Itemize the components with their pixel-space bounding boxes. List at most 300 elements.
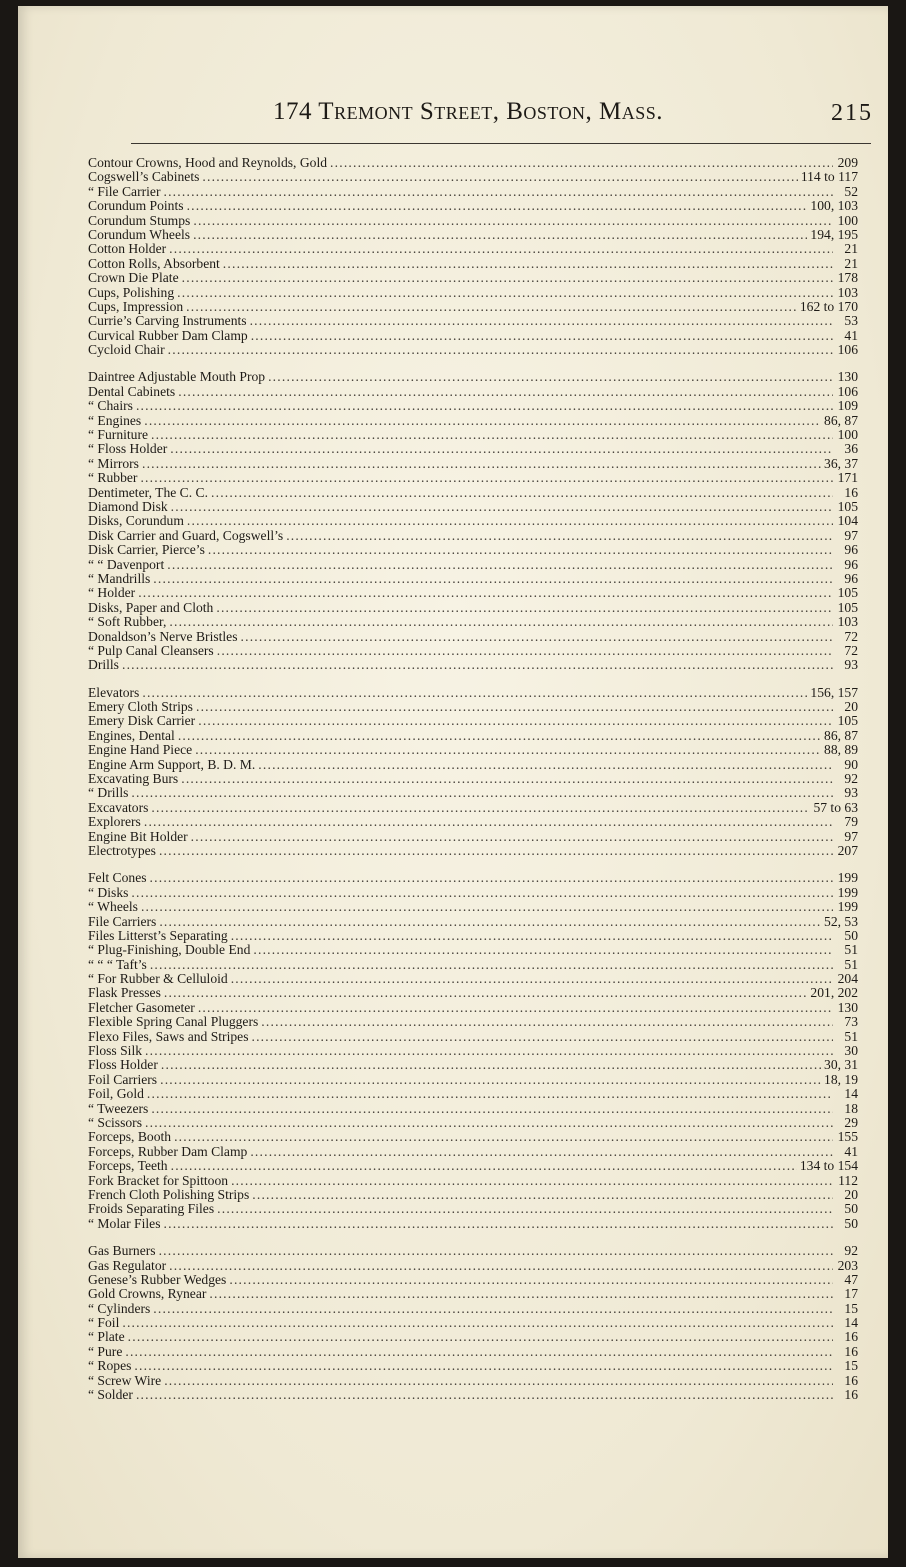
entry-page-ref: 199: [837, 899, 858, 915]
dot-leader: [169, 1259, 833, 1273]
entry-page-ref: 50: [844, 1215, 858, 1231]
index-entry: [88, 329, 858, 343]
entry-label: Foil Carriers: [88, 1071, 158, 1087]
entry-page-ref: 41: [844, 1143, 858, 1159]
index-entry: [88, 543, 858, 557]
entry-label: Engine Bit Holder: [88, 828, 188, 844]
index-entry: [88, 170, 858, 184]
index-entry: [88, 630, 858, 644]
entry-label: Curvical Rubber Dam Clamp: [88, 327, 248, 343]
dot-leader: [186, 300, 797, 314]
entry-page-ref: 155: [837, 1129, 858, 1145]
index-entry: [88, 886, 858, 900]
index-entry: [88, 714, 858, 728]
entry-label: Cups, Impression: [88, 298, 184, 314]
entry-page-ref: 105: [837, 498, 858, 514]
dot-leader: [151, 1102, 833, 1116]
index-entry: [88, 1087, 858, 1101]
index-section: [88, 1244, 858, 1402]
entry-page-ref: 97: [844, 828, 858, 844]
entry-label: Emery Cloth Strips: [88, 699, 193, 715]
dot-leader: [217, 644, 833, 658]
dot-leader: [181, 772, 833, 786]
index-entry: [88, 929, 858, 943]
index-entry: [88, 1116, 858, 1130]
dot-leader: [150, 871, 833, 885]
dot-leader: [177, 286, 833, 300]
entry-page-ref: 204: [837, 971, 858, 987]
index-entry: [88, 1202, 858, 1216]
index-entry: [88, 844, 858, 858]
dot-leader: [136, 1388, 833, 1402]
entry-label: “ “ Davenport: [88, 556, 165, 572]
index-entry: [88, 586, 858, 600]
entry-page-ref: 100: [837, 427, 858, 443]
entry-label: Dentimeter, The C. C.: [88, 484, 209, 500]
entry-page-ref: 15: [844, 1358, 858, 1374]
index-entry: [88, 658, 858, 672]
entry-page-ref: 162 to 170: [799, 298, 858, 314]
header-rule: [131, 143, 871, 144]
entry-page-ref: 86, 87: [824, 412, 858, 428]
index-entry: [88, 271, 858, 285]
entry-label: Flexible Spring Canal Pluggers: [88, 1014, 259, 1030]
entry-page-ref: 93: [844, 785, 858, 801]
entry-page-ref: 178: [837, 270, 858, 286]
entry-label: “ Mirrors: [88, 455, 139, 471]
index-section: [88, 686, 858, 859]
index-entry: [88, 1259, 858, 1273]
entry-page-ref: 86, 87: [824, 727, 858, 743]
entry-page-ref: 203: [837, 1257, 858, 1273]
index-section: [88, 370, 858, 672]
entry-label: Diamond Disk: [88, 498, 168, 514]
entry-page-ref: 201, 202: [810, 985, 858, 1001]
entry-page-ref: 16: [844, 1387, 858, 1403]
entry-label: Disks, Paper and Cloth: [88, 599, 214, 615]
entry-page-ref: 105: [837, 599, 858, 615]
dot-leader: [268, 370, 833, 384]
entry-label: File Carriers: [88, 913, 157, 929]
entry-label: “ Screw Wire: [88, 1372, 162, 1388]
entry-page-ref: 73: [844, 1014, 858, 1030]
entry-label: Explorers: [88, 814, 141, 830]
dot-leader: [251, 1030, 833, 1044]
entry-label: “ Plug-Finishing, Double End: [88, 942, 251, 958]
index-entry: [88, 314, 858, 328]
entry-label: “ Mandrills: [88, 570, 151, 586]
entry-label: “ Holder: [88, 585, 136, 601]
entry-page-ref: 21: [844, 241, 858, 257]
entry-page-ref: 51: [844, 942, 858, 958]
dot-leader: [136, 399, 833, 413]
index-entry: [88, 830, 858, 844]
entry-label: Cycloid Chair: [88, 342, 165, 358]
dot-leader: [145, 1116, 833, 1130]
index-entry: [88, 915, 858, 929]
entry-label: “ Pulp Canal Cleansers: [88, 642, 214, 658]
entry-page-ref: 104: [837, 513, 858, 529]
entry-page-ref: 207: [837, 842, 858, 858]
index-entry: [88, 1073, 858, 1087]
entry-label: “ Rubber: [88, 470, 138, 486]
index-entry: [88, 1001, 858, 1015]
dot-leader: [153, 572, 833, 586]
index-entry: [88, 1015, 858, 1029]
entry-label: Flask Presses: [88, 985, 161, 1001]
index-entry: [88, 601, 858, 615]
dot-leader: [241, 630, 833, 644]
entry-page-ref: 92: [844, 771, 858, 787]
dot-leader: [258, 758, 833, 772]
index-entry: [88, 214, 858, 228]
entry-label: Froids Separating Files: [88, 1201, 215, 1217]
page-number: 215: [831, 100, 873, 126]
dot-leader: [145, 1044, 833, 1058]
index-entry: [88, 758, 858, 772]
index-entry: [88, 801, 858, 815]
entry-label: Drills: [88, 657, 119, 673]
index-entry: [88, 615, 858, 629]
entry-label: “ Plate: [88, 1329, 125, 1345]
entry-label: Excavating Burs: [88, 771, 179, 787]
entry-page-ref: 92: [844, 1243, 858, 1259]
entry-label: “ Molar Files: [88, 1215, 161, 1231]
entry-page-ref: 93: [844, 657, 858, 673]
entry-page-ref: 96: [844, 556, 858, 572]
index-entry: [88, 1244, 858, 1258]
index-entry: [88, 1044, 858, 1058]
entry-page-ref: 171: [837, 470, 858, 486]
index-entry: [88, 1145, 858, 1159]
index-entry: [88, 1102, 858, 1116]
entry-page-ref: 90: [844, 756, 858, 772]
entry-label: Electrotypes: [88, 842, 156, 858]
entry-label: Felt Cones: [88, 870, 147, 886]
dot-leader: [209, 1287, 833, 1301]
index-entry: [88, 686, 858, 700]
entry-page-ref: 130: [837, 369, 858, 385]
index-entry: [88, 156, 858, 170]
dot-leader: [198, 714, 833, 728]
entry-page-ref: 106: [837, 342, 858, 358]
entry-label: Files Litterst’s Separating: [88, 927, 228, 943]
dot-leader: [223, 257, 833, 271]
entry-label: “ “ “ Taft’s: [88, 956, 147, 972]
dot-leader: [151, 428, 833, 442]
dot-leader: [125, 1345, 833, 1359]
entry-page-ref: 72: [844, 642, 858, 658]
dot-leader: [229, 1273, 833, 1287]
dot-leader: [178, 385, 833, 399]
entry-label: “ Tweezers: [88, 1100, 149, 1116]
entry-page-ref: 41: [844, 327, 858, 343]
index-entry: [88, 986, 858, 1000]
index-entry: [88, 900, 858, 914]
entry-label: “ Solder: [88, 1387, 133, 1403]
entry-page-ref: 52: [844, 183, 858, 199]
entry-label: Currie’s Carving Instruments: [88, 313, 247, 329]
entry-label: Crown Die Plate: [88, 270, 179, 286]
index-entry: [88, 500, 858, 514]
entry-page-ref: 18: [844, 1100, 858, 1116]
dot-leader: [142, 686, 807, 700]
dot-leader: [167, 558, 833, 572]
entry-page-ref: 14: [844, 1315, 858, 1331]
entry-page-ref: 105: [837, 585, 858, 601]
entry-label: Disk Carrier, Pierce’s: [88, 542, 205, 558]
dot-leader: [330, 156, 833, 170]
index-list: [88, 156, 858, 1415]
entry-page-ref: 53: [844, 313, 858, 329]
entry-page-ref: 50: [844, 927, 858, 943]
entry-label: “ Disks: [88, 884, 129, 900]
entry-label: Disk Carrier and Guard, Cogswell’s: [88, 527, 284, 543]
dot-leader: [182, 271, 833, 285]
index-entry: [88, 1388, 858, 1402]
dot-leader: [168, 343, 833, 357]
index-entry: [88, 1058, 858, 1072]
entry-label: Contour Crowns, Hood and Reynolds, Gold: [88, 155, 328, 170]
entry-page-ref: 16: [844, 484, 858, 500]
entry-page-ref: 209: [837, 155, 858, 170]
dot-leader: [131, 786, 833, 800]
index-entry: [88, 1345, 858, 1359]
index-entry: [88, 558, 858, 572]
index-entry: [88, 1217, 858, 1231]
entry-page-ref: 29: [844, 1115, 858, 1130]
entry-page-ref: 156, 157: [810, 684, 858, 700]
entry-label: Floss Holder: [88, 1057, 158, 1073]
dot-leader: [174, 1130, 833, 1144]
entry-label: “ File Carrier: [88, 183, 161, 199]
entry-page-ref: 51: [844, 956, 858, 972]
entry-page-ref: 21: [844, 255, 858, 271]
index-entry: [88, 1316, 858, 1330]
entry-label: “ For Rubber & Celluloid: [88, 971, 228, 987]
dot-leader: [217, 1202, 833, 1216]
index-entry: [88, 972, 858, 986]
entry-label: Corundum Stumps: [88, 212, 191, 228]
entry-label: Forceps, Teeth: [88, 1158, 168, 1174]
dot-leader: [144, 414, 821, 428]
dot-leader: [171, 1159, 797, 1173]
entry-page-ref: 18, 19: [824, 1071, 858, 1087]
dot-leader: [250, 314, 833, 328]
entry-page-ref: 97: [844, 527, 858, 543]
dot-leader: [144, 815, 833, 829]
dot-leader: [250, 1145, 833, 1159]
dot-leader: [164, 1374, 833, 1388]
entry-label: Fork Bracket for Spittoon: [88, 1172, 229, 1188]
dot-leader: [141, 900, 833, 914]
dot-leader: [164, 986, 808, 1000]
entry-page-ref: 100: [837, 212, 858, 228]
dot-leader: [169, 242, 833, 256]
dot-leader: [253, 943, 833, 957]
index-entry: [88, 428, 858, 442]
entry-page-ref: 194, 195: [810, 226, 858, 242]
index-entry: [88, 414, 858, 428]
dot-leader: [198, 1001, 833, 1015]
entry-page-ref: 36: [844, 441, 858, 457]
index-entry: [88, 644, 858, 658]
index-entry: [88, 228, 858, 242]
entry-page-ref: 52, 53: [824, 913, 858, 929]
dot-leader: [160, 1073, 821, 1087]
running-title: 174 Tremont Street, Boston, Mass.: [273, 98, 664, 125]
dot-leader: [147, 1087, 833, 1101]
entry-label: Gold Crowns, Rynear: [88, 1286, 207, 1302]
index-entry: [88, 700, 858, 714]
entry-label: Gas Burners: [88, 1243, 156, 1259]
dot-leader: [140, 471, 833, 485]
entry-page-ref: 51: [844, 1028, 858, 1044]
entry-page-ref: 96: [844, 542, 858, 558]
entry-label: Dental Cabinets: [88, 383, 176, 399]
index-entry: [88, 257, 858, 271]
index-entry: [88, 385, 858, 399]
index-entry: [88, 1302, 858, 1316]
entry-page-ref: 79: [844, 814, 858, 830]
index-entry: [88, 343, 858, 357]
entry-page-ref: 36, 37: [824, 455, 858, 471]
index-entry: [88, 300, 858, 314]
index-entry: [88, 729, 858, 743]
dot-leader: [251, 329, 833, 343]
index-entry: [88, 943, 858, 957]
entry-label: Forceps, Booth: [88, 1129, 172, 1145]
entry-page-ref: 96: [844, 570, 858, 586]
entry-label: “ Foil: [88, 1315, 120, 1331]
index-entry: [88, 1359, 858, 1373]
entry-page-ref: 134 to 154: [799, 1158, 858, 1174]
page-header: [113, 98, 873, 138]
entry-page-ref: 88, 89: [824, 742, 858, 758]
entry-page-ref: 199: [837, 884, 858, 900]
entry-label: Cups, Polishing: [88, 284, 175, 300]
entry-page-ref: 30: [844, 1043, 858, 1059]
entry-label: “ Engines: [88, 412, 142, 428]
index-entry: [88, 486, 858, 500]
entry-label: Donaldson’s Nerve Bristles: [88, 628, 238, 644]
entry-label: “ Floss Holder: [88, 441, 168, 457]
index-section: [88, 156, 858, 357]
dot-leader: [261, 1015, 833, 1029]
entry-page-ref: 106: [837, 383, 858, 399]
dot-leader: [195, 743, 821, 757]
dot-leader: [150, 958, 833, 972]
entry-page-ref: 15: [844, 1300, 858, 1316]
dot-leader: [252, 1188, 833, 1202]
index-entry: [88, 1130, 858, 1144]
entry-label: Cotton Rolls, Absorbent: [88, 255, 220, 271]
dot-leader: [159, 1244, 833, 1258]
dot-leader: [159, 915, 821, 929]
entry-label: Fletcher Gasometer: [88, 999, 195, 1015]
entry-label: Cotton Holder: [88, 241, 167, 257]
entry-page-ref: 72: [844, 628, 858, 644]
entry-label: Genese’s Rubber Wedges: [88, 1271, 227, 1287]
dot-leader: [171, 500, 833, 514]
index-entry: [88, 743, 858, 757]
entry-label: Flexo Files, Saws and Stripes: [88, 1028, 249, 1044]
entry-label: Daintree Adjustable Mouth Prop: [88, 369, 266, 385]
entry-page-ref: 103: [837, 284, 858, 300]
entry-page-ref: 57 to 63: [813, 799, 858, 815]
entry-label: “ Scissors: [88, 1115, 142, 1130]
index-entry: [88, 958, 858, 972]
dot-leader: [187, 199, 808, 213]
entry-label: “ Chairs: [88, 398, 133, 414]
dot-leader: [163, 185, 833, 199]
dot-leader: [208, 543, 833, 557]
dot-leader: [138, 586, 833, 600]
entry-page-ref: 16: [844, 1343, 858, 1359]
dot-leader: [159, 844, 833, 858]
entry-label: “ Soft Rubber,: [88, 614, 167, 630]
entry-label: Emery Disk Carrier: [88, 713, 196, 729]
entry-label: “ Furniture: [88, 427, 149, 443]
entry-page-ref: 114 to 117: [800, 169, 858, 185]
index-entry: [88, 185, 858, 199]
entry-label: Elevators: [88, 684, 140, 700]
entry-label: Engine Arm Support, B. D. M.: [88, 756, 256, 772]
dot-leader: [231, 929, 833, 943]
dot-leader: [178, 729, 821, 743]
index-entry: [88, 1330, 858, 1344]
entry-page-ref: 130: [837, 999, 858, 1015]
index-entry: [88, 871, 858, 885]
dot-leader: [231, 972, 833, 986]
index-entry: [88, 286, 858, 300]
index-entry: [88, 1030, 858, 1044]
entry-page-ref: 109: [837, 398, 858, 414]
dot-leader: [193, 214, 833, 228]
index-entry: [88, 442, 858, 456]
index-entry: [88, 786, 858, 800]
entry-label: Corundum Wheels: [88, 226, 191, 242]
entry-page-ref: 50: [844, 1201, 858, 1217]
dot-leader: [122, 658, 833, 672]
entry-label: Gas Regulator: [88, 1257, 167, 1273]
entry-page-ref: 105: [837, 713, 858, 729]
index-entry: [88, 1287, 858, 1301]
entry-page-ref: 199: [837, 870, 858, 886]
entry-label: “ Cylinders: [88, 1300, 151, 1316]
entry-label: Floss Silk: [88, 1043, 143, 1059]
dot-leader: [193, 228, 807, 242]
dot-leader: [286, 529, 833, 543]
entry-label: Engine Hand Piece: [88, 742, 193, 758]
index-entry: [88, 370, 858, 384]
entry-page-ref: 20: [844, 1186, 858, 1202]
entry-label: Cogswell’s Cabinets: [88, 169, 200, 185]
entry-label: French Cloth Polishing Strips: [88, 1186, 250, 1202]
dot-leader: [211, 486, 833, 500]
index-entry: [88, 1174, 858, 1188]
dot-leader: [131, 886, 833, 900]
dot-leader: [191, 830, 833, 844]
index-entry: [88, 815, 858, 829]
entry-label: “ Drills: [88, 785, 129, 801]
entry-page-ref: 100, 103: [810, 198, 858, 214]
entry-page-ref: 30, 31: [824, 1057, 858, 1073]
entry-label: Foil, Gold: [88, 1086, 144, 1102]
entry-page-ref: 17: [844, 1286, 858, 1302]
entry-label: Engines, Dental: [88, 727, 175, 743]
entry-page-ref: 20: [844, 699, 858, 715]
